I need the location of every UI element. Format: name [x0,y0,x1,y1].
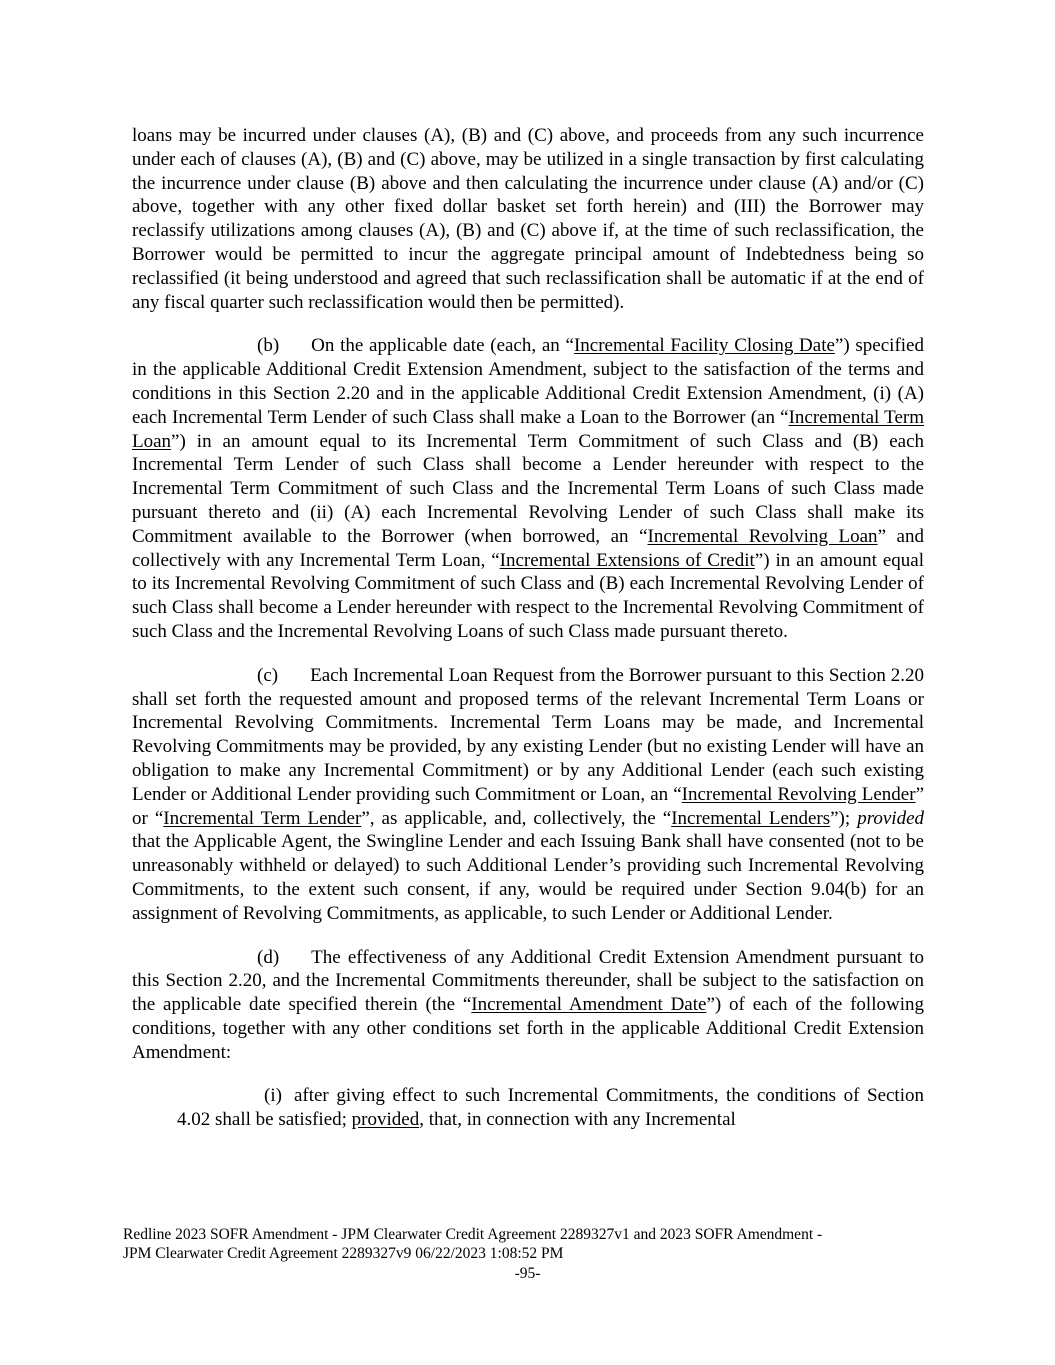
defined-term: Incremental Term Loan [132,406,924,452]
paragraph-d: (d) The effectiveness of any Additional Credit Extension Amendment pursuant to this Section 2.20, and the Incremental Commitments thereunder, shall be subject to the satisfaction on the applicable date specified therein (the “Incremental Amendment Date”) of each of the following conditions, together with any other conditions set forth in the applicable Additional Credit Extension Amendment: [132,946,924,1063]
defined-term: provided [351,1109,420,1131]
paragraph-b: (b) On the applicable date (each, an “Incremental Facility Closing Date”) specified in the applicable Additional Credit Extension Amendment, subject to the satisfaction of the terms and conditions in this Section 2.20 and in the applicable Additional Credit Extension Amendment, (i) (A) each Incremental Term Lender of such Class shall make a Loan to the Borrower (an “Incremental Term Loan”) in an amount equal to its Incremental Term Commitment of such Class and (B) each Incremental Term Lender of such Class shall become a Lender hereunder with respect to the Incremental Term Commitment of such Class and the Incremental Term Loans of such Class made pursuant thereto and (ii) (A) each Incremental Revolving Lender of such Class shall make its Commitment available to the Borrower (when borrowed, an “Incremental Revolving Loan” and collectively with any Incremental Term Loan, “Incremental Extensions of Credit”) in an amount equal to its Incremental Revolving Commitment of such Class and (B) each Incremental Revolving Lender of such Class shall become a Lender hereunder with respect to the Incremental Revolving Commitment of such Class and the Incremental Revolving Loans of such Class made pursuant thereto. [132,335,924,642]
paragraph-text: loans may be incurred under clauses (A), (B) and (C) above, and proceeds from any such incurrence under each of clauses (A), (B) and (C) above, may be utilized in a single transaction by first calculating the incurrence under clause (B) above and then calculating the incurrence under clause (A) and/or (C) above, together with any other fixed dollar basket set forth herein) and (III) the Borrower may reclassify utilizations among clauses (A), (B) and (C) above if, at the time of such reclassification, the Borrower would be permitted to incur the aggregate principal amount of Indebtedness being so reclassified (it being understood and agreed that such reclassification shall be automatic if at the end of any fiscal quarter such reclassification would then be permitted). [132,125,924,313]
defined-term: Incremental Lenders [671,807,831,829]
defined-term: Incremental Facility Closing Date [573,335,835,357]
paragraph-d-i: (i) after giving effect to such Incremental Commitments, the conditions of Section 4.02 shall be satisfied; provided, that, in connection with any Incremental [177,1085,924,1131]
document-footer [123,1226,923,1263]
footer-line-1: Redline 2023 SOFR Amendment - JPM Clearwater Credit Agreement 2289327v1 and 2023 SOFR Amendment - [123,1226,823,1243]
clause-label: (d) [257,946,280,968]
footer-line-2: JPM Clearwater Credit Agreement 2289327v9 06/22/2023 1:08:52 PM [123,1244,564,1262]
document-body [132,124,924,1152]
defined-term: Incremental Revolving Loan [647,525,878,547]
defined-term: Incremental Revolving Lender [681,783,916,805]
clause-label: (i) [264,1085,282,1107]
clause-label: (b) [257,335,280,357]
paragraph-c: (c) Each Incremental Loan Request from the Borrower pursuant to this Section 2.20 shall set forth the requested amount and proposed terms of the relevant Incremental Term Loans or Incremental Revolving Commitments. Incremental Term Loans may be made, and Incremental Revolving Commitments may be provided, by any existing Lender (but no existing Lender will have an obligation to make any Incremental Commitment) or by any Additional Lender (each such existing Lender or Additional Lender providing such Commitment or Loan, an “Incremental Revolving Lender” or “Incremental Term Lender”, as applicable, and, collectively, the “Incremental Lenders”); provided that the Applicable Agent, the Swingline Lender and each Issuing Bank shall have consented (not to be unreasonably withheld or delayed) to such Additional Lender’s providing such Incremental Revolving Commitments, to the extent such consent, if any, would be required under Section 9.04(b) for an assignment of Revolving Commitments, as applicable, to such Lender or Additional Lender. [132,664,925,924]
defined-term: Incremental Term Lender [163,807,362,829]
clause-label: (c) [257,664,279,686]
defined-term: Incremental Extensions of Credit [499,549,755,571]
defined-term: Incremental Amendment Date [471,994,707,1016]
italic-term: provided [857,807,925,829]
page-number: -95- [514,1265,541,1282]
paragraph-continuation [132,124,924,314]
